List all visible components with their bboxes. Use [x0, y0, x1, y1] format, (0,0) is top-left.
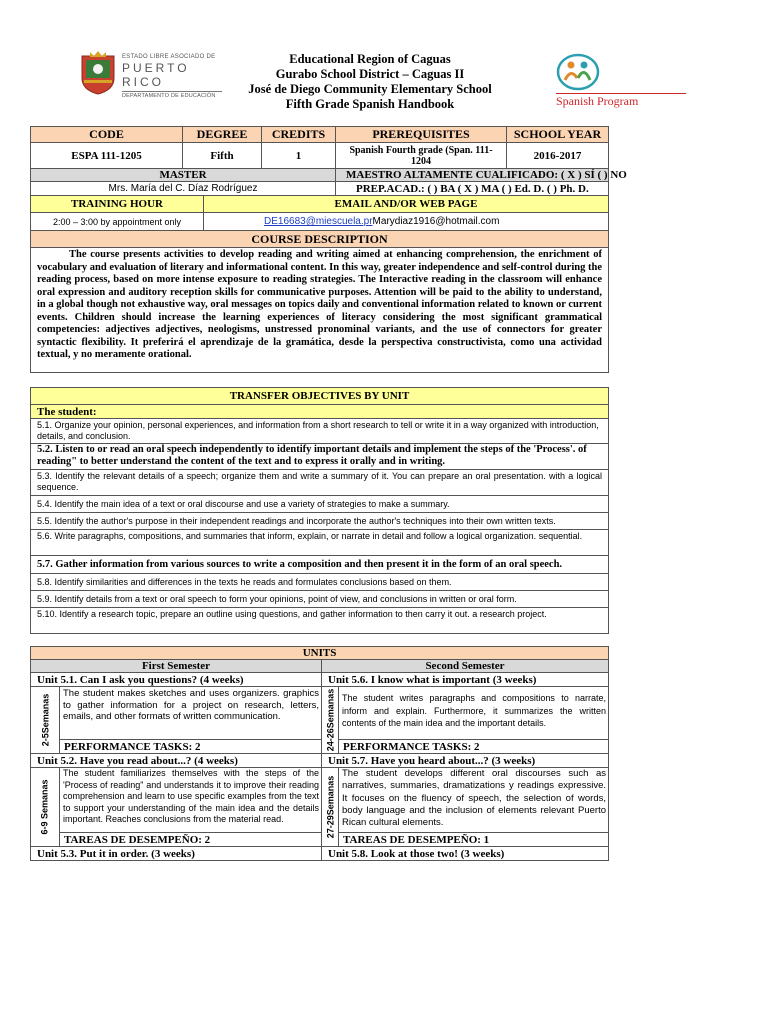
prerequisites-value: Spanish Fourth grade (Span. 111-1204 — [335, 142, 507, 169]
program-label: Spanish Program — [556, 94, 639, 108]
master-value: Mrs. María del C. Díaz Rodríguez — [30, 181, 336, 196]
code-header: CODE — [30, 126, 183, 143]
objective-item: 5.5. Identify the author's purpose in their independent readings and incorporate the author's techniques into their own written texts. — [30, 512, 609, 530]
district-line: Gurabo School District – Caguas II — [275, 67, 465, 81]
spanish-program-logo-icon — [556, 52, 600, 92]
unit-description: The student develops different oral discourses such as narratives, summaries, dramatizations y readings expressive. It focuses on the fluency of speech, the selection of words, body language and the inclusion of elements relevant Puerto Rican cultural elements. — [342, 768, 606, 829]
code-value: ESPA 111-1205 — [30, 142, 183, 169]
unit-description: The student writes paragraphs and compositions to narrate, inform and explain. Furthermore, it summarizes the written contents of the main idea and the important details. — [342, 693, 606, 728]
objective-item: 5.6. Write paragraphs, compositions, and summaries that inform, explain, or narrate in detail and follow a logical organization. sequential. — [30, 529, 609, 556]
unit-description: The student makes sketches and uses organizers. graphics to gather information for a project on research, letters, emails, and other formats of written communication. — [63, 688, 319, 722]
school-line: José de Diego Community Elementary School — [248, 82, 492, 96]
email-label: EMAIL AND/OR WEB PAGE — [203, 195, 609, 213]
objective-item: 5.9. Identify details from a text or oral speech to form your opinions, point of view, and conclusions in written or oral form. — [30, 590, 609, 608]
region-line: Educational Region of Caguas — [289, 52, 451, 66]
qualified-label: MAESTRO ALTAMENTE CUALIFICADO: ( X ) SÍ ( ) NO — [335, 168, 609, 182]
objective-item: 5.8. Identify similarities and differences in the texts he reads and formulates conclusions based on them. — [30, 573, 609, 591]
objective-item: 5.4. Identify the main idea of a text or oral discourse and use a variety of strategies to make a summary. — [30, 495, 609, 513]
school-email-link[interactable]: DE16683@miescuela.pr — [264, 216, 373, 227]
second-semester-label: Second Semester — [321, 659, 609, 673]
school-year-value: 2016-2017 — [506, 142, 609, 169]
objective-item: 5.3. Identify the relevant details of a speech; organize them and write a summary of it. You can prepare an oral presentation. with a logical sequence. — [30, 469, 609, 496]
course-description-paragraph: The course presents activities to develop reading and writing aimed at enhancing comprehension, the enrichment of vocabulary and evaluation of literary and informational content. In this way, greater independence and self-control during the reading process, based on more intense exposure to reading strategies. The Interactive reading in the classroom will enhance oral expression and auditory reception skills for communicative purposes. Attention will be paid to the ability to understand, in a global though not exhaustive way, oral messages on topics daily and conventional information related to known or current events. Children should increase the learning experiences of literacy considering the most significant grammatical competencies: adjectives adjectives, neologisms, unstressed pronominal variants, and the use of connectors for greater syntactic flexibility. It preferirá el aprendizaje de la gramática, desde la perspectiva constructivista, como una actividad textual, y no meramente orational. — [37, 249, 602, 360]
course-description-heading: COURSE DESCRIPTION — [30, 230, 609, 248]
units-heading: UNITS — [30, 646, 609, 660]
unit-weeks-label: 2-5Semanas — [40, 693, 51, 747]
unit-title: Unit 5.7. Have you heard about...? (3 weeks) — [321, 753, 609, 768]
unit-title: Unit 5.1. Can I ask you questions? (4 weeks) — [30, 672, 322, 687]
unit-performance-task: PERFORMANCE TASKS: 2 — [59, 739, 322, 754]
unit-performance-task: TAREAS DE DESEMPEÑO: 2 — [59, 832, 322, 847]
credits-header: CREDITS — [261, 126, 336, 143]
document-title-block — [235, 52, 505, 112]
objectives-heading: TRANSFER OBJECTIVES BY UNIT — [30, 387, 609, 405]
unit-description: The student familiarizes themselves with the steps of the 'Process of reading" and understands it to improve their reading comprehension and learn to use specific examples from the text to support your understanding of the main idea and the details important. Reaches conclusions from the material read. — [63, 768, 319, 824]
objective-item-text: 5.2. Listen to or read an oral speech independently to identify important details and implement the steps of the 'Process'. of reading" to better understand the content of the text and to express it orally and in writing. — [37, 444, 587, 467]
unit-performance-task: PERFORMANCE TASKS: 2 — [338, 739, 609, 754]
email-value — [203, 212, 609, 231]
credits-value: 1 — [261, 142, 336, 169]
handbook-line: Fifth Grade Spanish Handbook — [285, 97, 455, 111]
unit-performance-task: TAREAS DE DESEMPEÑO: 1 — [338, 832, 609, 847]
first-semester-label: First Semester — [30, 659, 322, 673]
objective-item: 5.7. Gather information from various sources to write a composition and then present it in the form of an oral speech. — [30, 555, 609, 574]
unit-weeks-label: 6-9 Semanas — [40, 779, 51, 835]
seal-line-1: ESTADO LIBRE ASOCIADO DE — [122, 54, 216, 60]
personal-email: Marydiaz1916@hotmail.com — [372, 216, 500, 227]
unit-title: Unit 5.8. Look at those two! (3 weeks) — [321, 846, 609, 861]
objectives-student-label: The student: — [30, 404, 609, 419]
training-hour-label: TRAINING HOUR — [30, 195, 204, 213]
unit-title: Unit 5.2. Have you read about...? (4 weeks) — [30, 753, 322, 768]
unit-weeks-label: 27-29Semanas — [325, 775, 336, 839]
degree-header: DEGREE — [182, 126, 262, 143]
prep-acad-value: PREP.ACAD.: ( ) BA ( X ) MA ( ) Ed. D. ( ) Ph. D. — [335, 181, 609, 196]
department-logo-text — [122, 54, 232, 99]
school-year-header: SCHOOL YEAR — [506, 126, 609, 143]
objective-item: 5.1. Organize your opinion, personal experiences, and information from a short research to tell or write it in a way organized with introduction, details, and conclusion. — [30, 418, 609, 444]
course-description-text — [30, 247, 609, 373]
unit-weeks-label: 24-26Semanas — [325, 688, 336, 752]
degree-value: Fifth — [182, 142, 262, 169]
prerequisites-header: PREREQUISITES — [335, 126, 507, 143]
unit-title: Unit 5.6. I know what is important (3 weeks) — [321, 672, 609, 687]
training-hour-value: 2:00 – 3:00 by appointment only — [30, 212, 204, 231]
seal-line-3: DEPARTAMENTO DE EDUCACIÓN — [122, 93, 216, 99]
objective-item — [30, 443, 609, 470]
puerto-rico-seal-icon — [78, 50, 118, 96]
unit-title: Unit 5.3. Put it in order. (3 weeks) — [30, 846, 322, 861]
seal-line-2: PUERTO RICO — [122, 61, 190, 89]
master-label: MASTER — [30, 168, 336, 182]
objective-item: 5.10. Identify a research topic, prepare an outline using questions, and gather information to then carry it out. a research project. — [30, 607, 609, 634]
